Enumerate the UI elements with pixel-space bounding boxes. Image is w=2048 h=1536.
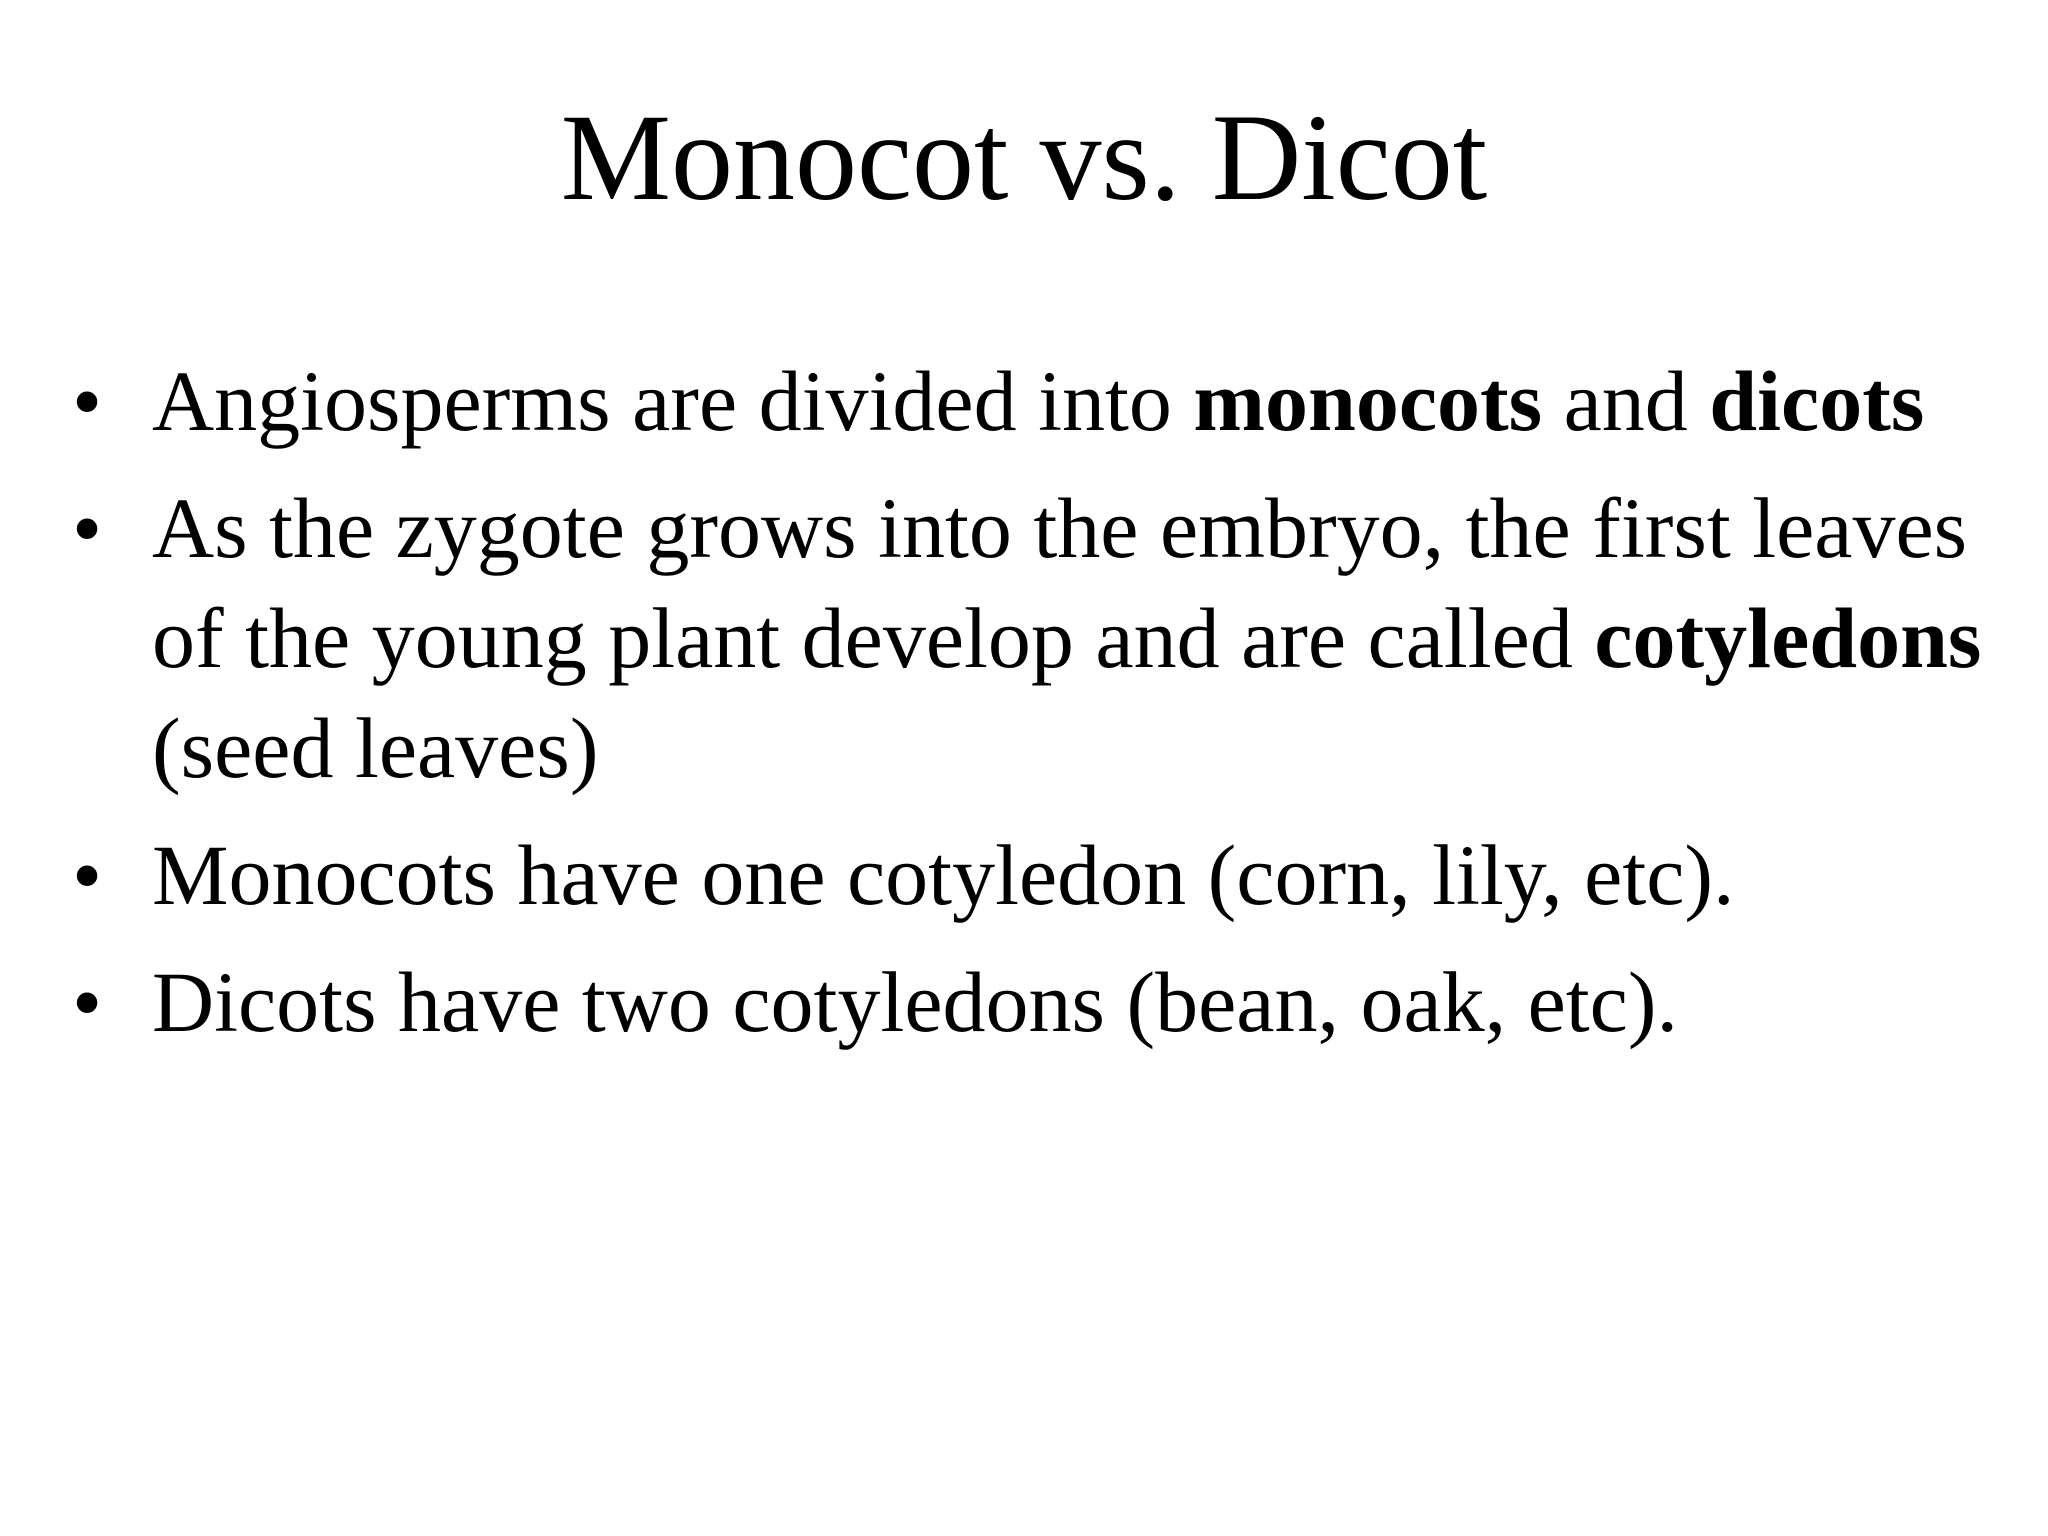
bullet-text — [152, 353, 1924, 449]
bullet-icon: • — [72, 353, 103, 449]
slide-title: Monocot vs. Dicot — [560, 89, 1488, 226]
bullet-item-cotyledons — [66, 473, 1996, 803]
bullet-item-monocots — [66, 820, 1996, 930]
bullet-icon: • — [72, 480, 103, 576]
bullet-text-bold-part: cotyledons — [1594, 590, 1982, 686]
bullet-text-part: Dicots have two cotyledons (bean, oak, etc). — [152, 954, 1678, 1050]
bullet-icon: • — [72, 954, 103, 1050]
bullet-text — [152, 954, 1678, 1050]
bullet-icon: • — [72, 827, 103, 923]
bullet-text-part: As the zygote grows into the embryo, the first leaves of the young plant develop and are called — [152, 480, 1968, 686]
bullet-text-bold-part: dicots — [1709, 353, 1925, 449]
bullet-text-part: Monocots have one cotyledon (corn, lily, etc). — [152, 827, 1735, 923]
bullet-text — [152, 827, 1735, 923]
bullet-item-dicots — [66, 947, 1996, 1057]
bullet-list — [66, 346, 1996, 1074]
bullet-item-angiosperms — [66, 346, 1996, 456]
bullet-text-part: (seed leaves) — [152, 700, 599, 796]
bullet-text — [152, 480, 1981, 796]
bullet-text-bold-part: monocots — [1193, 353, 1543, 449]
bullet-text-part: and — [1542, 353, 1710, 449]
bullet-text-part: Angiosperms are divided into — [152, 353, 1194, 449]
